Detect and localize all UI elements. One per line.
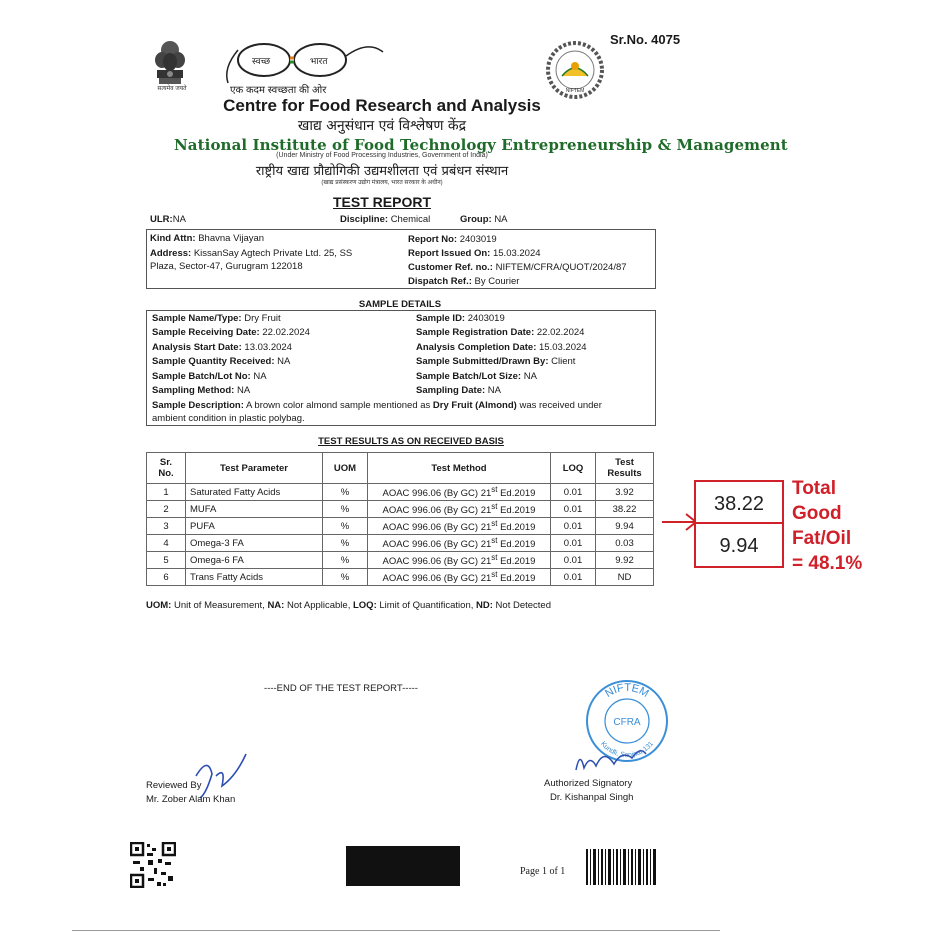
barcode-icon (586, 849, 658, 885)
end-of-report: ----END OF THE TEST REPORT----- (264, 683, 418, 694)
table-row: 1 Saturated Fatty Acids % AOAC 996.06 (By GC) 21st Ed.2019 0.01 3.92 (147, 484, 654, 501)
signatory-signature (570, 740, 650, 780)
ministry-note: (Under Ministry of Food Processing Industries, Government of India) (276, 152, 488, 159)
sample-details-rows: Sample Name/Type: Dry Fruit Sample ID: 2403019 Sample Receiving Date: 22.02.2024 Sample Registration Date: 22.02.2024 Analysis Start Date: 13.03.2024 Analysis Completion Date: 15.03.2024 Sample Quantity Received: NA Sample Submitted/Drawn By: Client Sample Batch/Lot No: NA Sample Batch/Lot Size: NA Sampling Method: NA Sampling Date: NA Sample Description: A brown color almond sample mentioned as Dry Fruit (Almond) was received under ambient condition in plastic polybag. (152, 312, 652, 425)
table-row: 4 Omega-3 FA % AOAC 996.06 (By GC) 21st Ed.2019 0.01 0.03 (147, 535, 654, 552)
org-title: Centre for Food Research and Analysis (223, 96, 541, 115)
col-loq: LOQ (551, 453, 596, 484)
qr-code-icon (130, 842, 176, 888)
kind-attn: Kind Attn: Bhavna Vijayan (150, 233, 265, 244)
callout-text: Total Good Fat/Oil = 48.1% (792, 478, 863, 574)
swachh-left-text: स्वच्छ (252, 57, 271, 67)
reviewed-label: Reviewed By (146, 780, 202, 791)
org-title-hindi: खाद्य अनुसंधान एवं विश्लेषण केंद्र (297, 118, 467, 134)
reviewer-block (146, 779, 235, 807)
stamp-center-text: CFRA (613, 717, 641, 728)
niftem-seal-icon (538, 40, 612, 100)
col-sr: Sr. No. (147, 453, 186, 484)
report-title: TEST REPORT (332, 194, 431, 210)
col-uom: UOM (323, 453, 368, 484)
signatory-name: Dr. Kishanpal Singh (550, 792, 634, 803)
reviewer-name: Mr. Zober Alam Khan (146, 794, 236, 805)
col-parameter: Test Parameter (186, 453, 323, 484)
institute-name: National Institute of Food Technology Entrepreneurship & Management (174, 136, 788, 154)
col-results: Test Results (596, 453, 654, 484)
results-table (146, 452, 654, 586)
table-row: 6 Trans Fatty Acids % AOAC 996.06 (By GC) 21st Ed.2019 0.01 ND (147, 569, 654, 586)
signatory-label: Authorized Signatory (544, 778, 633, 789)
sample-details-heading: SAMPLE DETAILS (358, 299, 442, 310)
page-number: Page 1 of 1 (520, 866, 566, 877)
ministry-hindi: (खाद्य प्रसंस्करण उद्योग मंत्रालय, भारत सरकार के अधीन) (321, 180, 443, 186)
page-bottom-line (72, 930, 720, 931)
table-row: 3 PUFA % AOAC 996.06 (By GC) 21st Ed.2019 0.01 9.94 (147, 518, 654, 535)
discipline-line: Discipline: Chemical (340, 214, 431, 225)
swachh-bharat-logo-icon (218, 38, 388, 88)
group-line: Group: NA (460, 214, 508, 225)
serial-number: Sr.No. 4075 (610, 32, 681, 47)
signatory-block (544, 777, 633, 805)
swachh-right-text: भारत (310, 57, 328, 67)
stamp-bottom-text: Kundli, Sonipat-131 (598, 740, 656, 760)
table-row: 2 MUFA % AOAC 996.06 (By GC) 21st Ed.2019 0.01 38.22 (147, 501, 654, 518)
highlight-pufa-value: 9.94 (719, 535, 759, 557)
report-meta: Report No: 2403019 Report Issued On: 15.03.2024 Customer Ref. no.: NIFTEM/CFRA/QUOT/2024/87 Dispatch Ref.: By Courier (408, 234, 627, 287)
col-method: Test Method (368, 453, 551, 484)
swachh-slogan: एक कदम स्वच्छता की ओर (230, 85, 327, 96)
institute-hindi: राष्ट्रीय खाद्य प्रौद्योगिकी उद्यमशीलता एवं प्रबंधन संस्थान (255, 164, 509, 179)
address: Address: KissanSay Agtech Private Ltd. 25, SS Plaza, Sector-47, Gurugram 122018 (150, 248, 353, 272)
results-legend: UOM: Unit of Measurement, NA: Not Applicable, LOQ: Limit of Quantification, ND: Not Detected (146, 600, 551, 611)
highlight-mufa-value: 38.22 (696, 482, 782, 524)
results-heading: TEST RESULTS AS ON RECEIVED BASIS (318, 436, 504, 447)
seal-text: NIFTEM (565, 88, 585, 94)
emblem-caption: सत्यमेव जयते (157, 86, 187, 92)
results-header-row (147, 453, 654, 484)
table-row: 5 Omega-6 FA % AOAC 996.06 (By GC) 21st Ed.2019 0.01 9.92 (147, 552, 654, 569)
highlight-box (694, 480, 784, 568)
stamp-top-text: NIFTEM (603, 681, 651, 701)
sample-description: Sample Description: A brown color almond sample mentioned as Dry Fruit (Almond) was received under ambient condition in plastic polybag. (152, 400, 602, 425)
redacted-block (346, 846, 460, 886)
ulr-line: ULR:NA (150, 214, 186, 225)
